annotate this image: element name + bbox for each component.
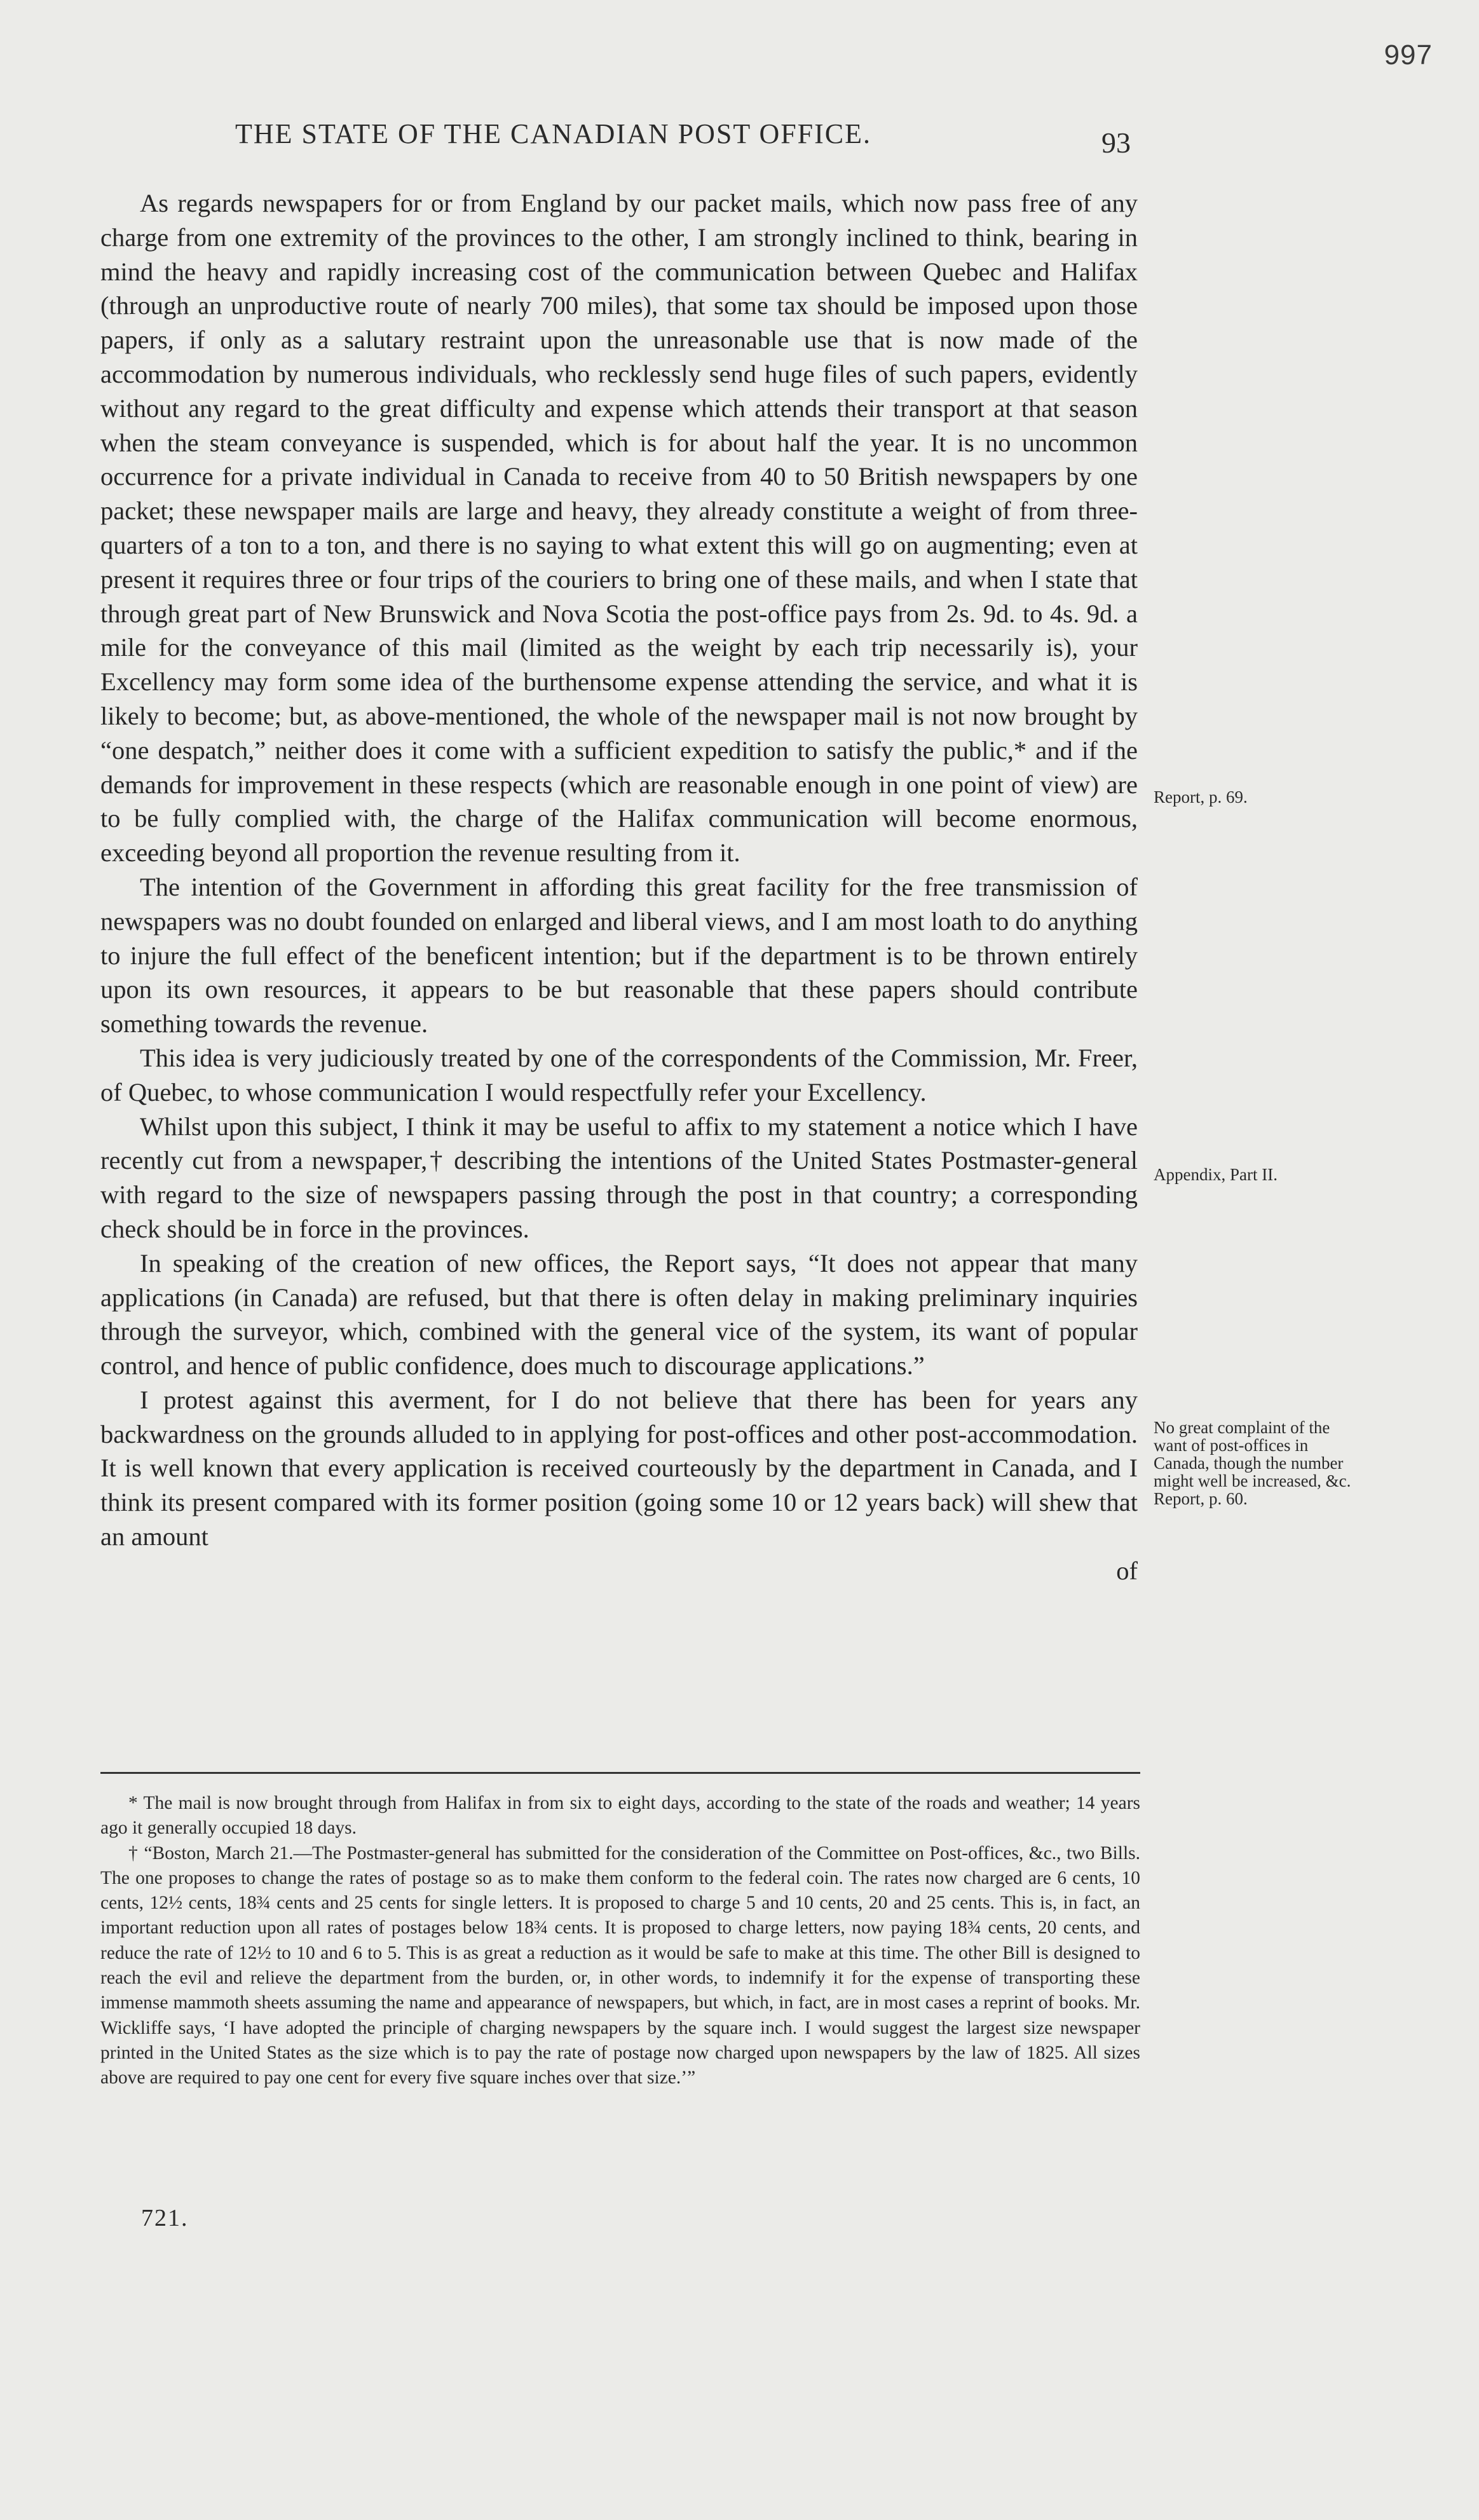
footnote-star: * The mail is now brought through from Halifax in from six to eight days, according to the state of the roads and weather; 14 years ago it generally occupied 18 days. <box>100 1793 1140 1839</box>
main-text <box>100 186 1138 1588</box>
footnote-rule <box>100 1772 1140 1774</box>
paragraph-6: I protest against this averment, for I do not believe that there has been for years any backwardness on the grounds alluded to in applying for post-offices and other post-accommodation. It is well known that every application is received courteously by the department in Canada, and I think its present compared with its former position (going some 10 or 12 years back) will shew that an amount <box>100 1385 1138 1551</box>
outer-page-number: 997 <box>1384 39 1433 71</box>
paragraph-4: Whilst upon this subject, I think it may be useful to affix to my statement a notice which I have recently cut from a newspaper,† describing the intentions of the United States Postmaster-general with regard to the size of newspapers passing through the post in that country; a corresponding check should be in force in the provinces. <box>100 1112 1138 1243</box>
margin-note-complaint: No great complaint of the want of post-offices in Canada, though the number might well be increased, &c. Report, p. 60. <box>1154 1418 1351 1508</box>
running-head: THE STATE OF THE CANADIAN POST OFFICE. <box>235 118 872 149</box>
paragraph-2: The intention of the Government in affording this great facility for the free transmission of newspapers was no doubt founded on enlarged and liberal views, and I am most loath to do anything to injure the full effect of the beneficent intention; but if the department is to be thrown entirely upon its own resources, it appears to be but reasonable that these papers should contribute something towards the revenue. <box>100 872 1138 1039</box>
page-number: 93 <box>1101 126 1131 159</box>
sheet-number: 721. <box>141 2205 189 2231</box>
footnote-dagger: † “Boston, March 21.—The Postmaster-general has submitted for the consideration of the Committee on Post-offices, &c., two Bills. The one proposes to change the rates of postage so as to make them conform to the federal coin. The rates now charged are 6 cents, 10 cents, 12½ cents, 18¾ cents and 25 cents for single letters. It is proposed to charge 5 and 10 cents, 20 and 25 cents. This is, in fact, an important reduction upon all rates of postages below 18¾ cents. It is proposed to charge letters, now paying 18¾ cents, 20 cents, and reduce the rate of 12½ to 10 and 6 to 5. This is as great a reduction as it would be safe to make at this time. The other Bill is designed to reach the evil and relieve the department from the burden, or, in other words, to indemnify it for the expense of transporting these immense mammoth sheets assuming the name and appearance of newspapers, but which, in fact, are in most cases a reprint of books. Mr. Wickliffe says, ‘I have adopted the principle of charging newspapers by the square inch. I would suggest the largest size newspaper printed in the United States as the size which is to pay the rate of postage now charged upon newspapers by the law of 1825. All sizes above are required to pay one cent for every five square inches over that size.’” <box>100 1842 1140 2088</box>
paragraph-5: In speaking of the creation of new offices, the Report says, “It does not appear that many applications (in Canada) are refused, but that there is often delay in making preliminary inquiries through the surveyor, which, combined with the general vice of the system, its want of popular control, and hence of public confidence, does much to discourage applications.” <box>100 1248 1138 1380</box>
paragraph-3: This idea is very judiciously treated by one of the correspondents of the Commission, Mr. Freer, of Quebec, to whose communication I would respectfully refer your Excellency. <box>100 1043 1138 1107</box>
footnotes <box>100 1791 1140 2091</box>
catchword: of <box>1116 1556 1138 1585</box>
margin-note-report-p69: Report, p. 69. <box>1154 787 1248 807</box>
margin-note-appendix: Appendix, Part II. <box>1154 1165 1278 1184</box>
paragraph-1: As regards newspapers for or from England by our packet mails, which now pass free of any charge from one extremity of the provinces to the other, I am strongly inclined to think, bearing in mind the heavy and rapidly increasing cost of the communication between Quebec and Halifax (through an unproductive route of nearly 700 miles), that some tax should be imposed upon those papers, if only as a salutary restraint upon the unreasonable use that is now made of the accommodation by numerous individuals, who recklessly send huge files of such papers, evidently without any regard to the great difficulty and expense which attends their transport at that season when the steam conveyance is suspended, which is for about half the year. It is no uncommon occurrence for a private individual in Canada to receive from 40 to 50 British newspapers by one packet; these newspaper mails are large and heavy, they already constitute a weight of from three-quarters of a ton to a ton, and there is no saying to what extent this will go on augmenting; even at present it requires three or four trips of the couriers to bring one of these mails, and when I state that through great part of New Brunswick and Nova Scotia the post-office pays from 2s. 9d. to 4s. 9d. a mile for the conveyance of this mail (limited as the weight by each trip necessarily is), your Excellency may form some idea of the burthensome expense attending the service, and what it is likely to become; but, as above-mentioned, the whole of the newspaper mail is not now brought by “one despatch,” neither does it come with a sufficient expedition to satisfy the public,* and if the demands for improvement in these respects (which are reasonable enough in one point of view) are to be fully complied with, the charge of the Halifax communication will become enormous, exceeding beyond all proportion the revenue resulting from it. <box>100 189 1138 868</box>
